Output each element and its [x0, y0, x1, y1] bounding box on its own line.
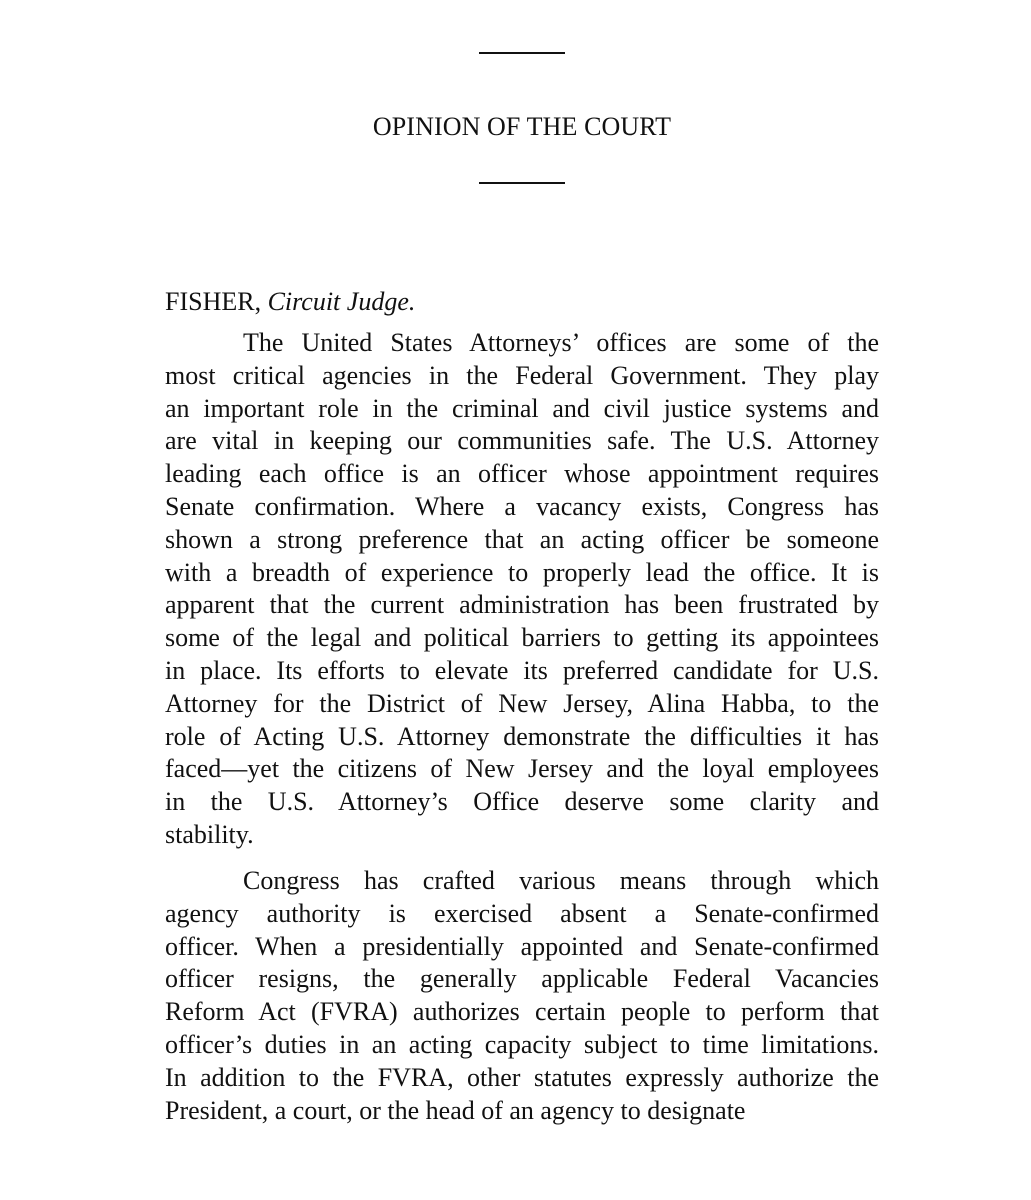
paragraph-line: officer resigns, the generally applicable Federal Vacancies — [165, 964, 879, 994]
judge-name: FISHER, — [165, 287, 262, 316]
paragraph-line: agency authority is exercised absent a Senate-confirmed — [165, 898, 879, 928]
paragraph-line: stability. — [165, 819, 254, 849]
paragraph-line: Attorney for the District of New Jersey, Alina Habba, to the — [165, 688, 879, 718]
top-rule — [479, 52, 565, 54]
paragraph-line: apparent that the current administration has been frustrated by — [165, 590, 879, 620]
paragraph-line: most critical agencies in the Federal Government. They play — [165, 360, 879, 390]
paragraph-line: The United States Attorneys’ offices are some of the — [243, 328, 879, 357]
paragraph-line: officer. When a presidentially appointed and Senate-confirmed — [165, 931, 879, 961]
judge-title: Circuit Judge. — [267, 287, 416, 316]
bottom-rule — [479, 182, 565, 184]
paragraph-line: in the U.S. Attorney’s Office deserve some clarity and — [165, 787, 879, 817]
paragraph-1 — [165, 327, 879, 852]
judge-attribution — [165, 285, 415, 319]
paragraph-line: officer’s duties in an acting capacity subject to time limitations. — [165, 1029, 879, 1059]
paragraph-line: are vital in keeping our communities safe. The U.S. Attorney — [165, 426, 879, 456]
paragraph-line: Reform Act (FVRA) authorizes certain people to perform that — [165, 997, 879, 1027]
paragraph-line: an important role in the criminal and civil justice systems and — [165, 393, 879, 423]
paragraph-line: Senate confirmation. Where a vacancy exists, Congress has — [165, 491, 879, 521]
paragraph-line: role of Acting U.S. Attorney demonstrate the difficulties it has — [165, 721, 879, 751]
paragraph-line: in place. Its efforts to elevate its preferred candidate for U.S. — [165, 655, 879, 685]
paragraph-line: President, a court, or the head of an agency to designate — [165, 1095, 746, 1125]
paragraph-line: with a breadth of experience to properly lead the office. It is — [165, 557, 879, 587]
paragraph-line: Congress has crafted various means through which — [243, 866, 879, 895]
paragraph-line: faced—yet the citizens of New Jersey and the loyal employees — [165, 754, 879, 784]
paragraph-line: shown a strong preference that an acting officer be someone — [165, 524, 879, 554]
paragraph-2 — [165, 865, 879, 1127]
paragraph-line: leading each office is an officer whose appointment requires — [165, 459, 879, 489]
paragraph-line: some of the legal and political barriers to getting its appointees — [165, 623, 879, 653]
page-heading: OPINION OF THE COURT — [372, 112, 672, 141]
paragraph-line: In addition to the FVRA, other statutes expressly authorize the — [165, 1062, 879, 1092]
